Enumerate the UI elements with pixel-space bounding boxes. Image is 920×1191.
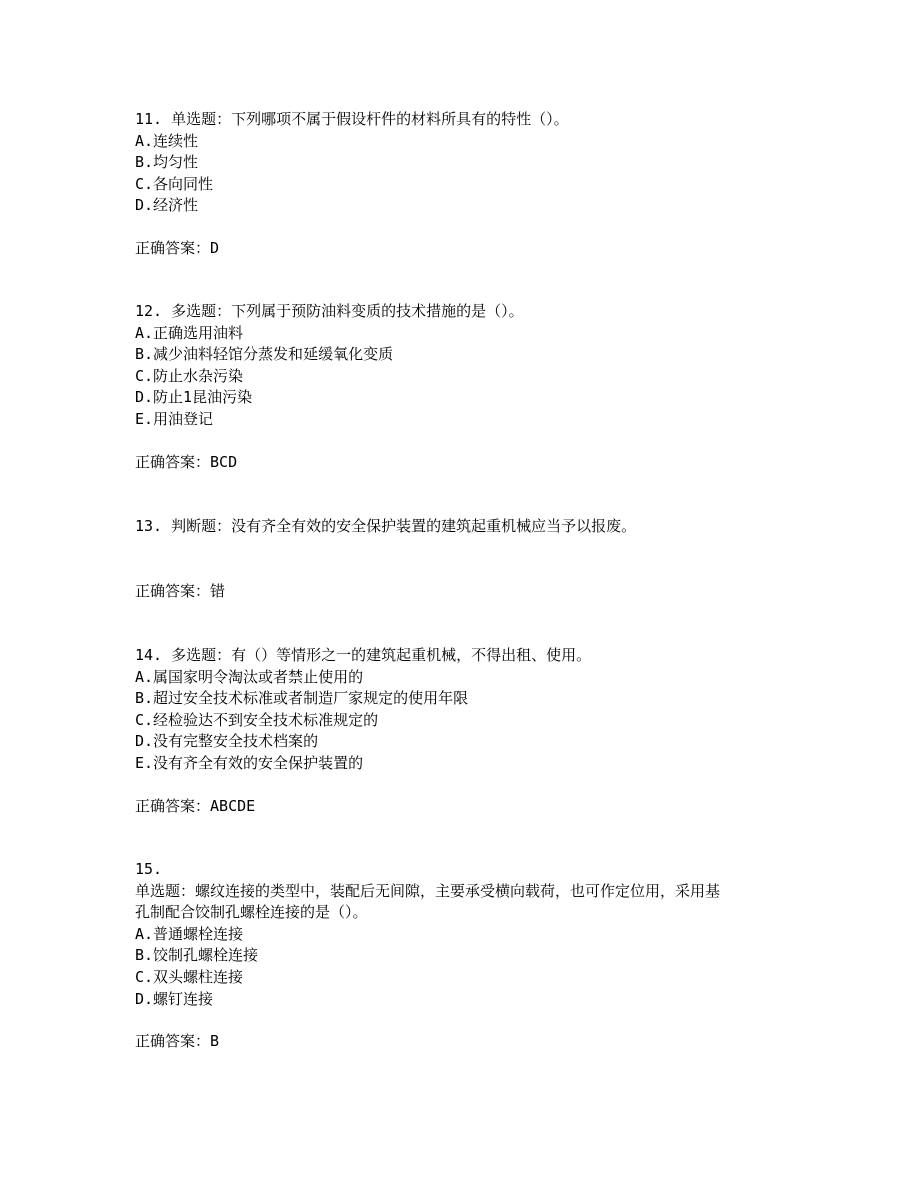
option-a: A.属国家明令淘汰或者禁止使用的 (135, 667, 364, 686)
option-a: A.连续性 (135, 131, 199, 150)
answer-label: 正确答案： (135, 238, 211, 257)
question-11 (135, 109, 569, 260)
option-e: E.没有齐全有效的安全保护装置的 (135, 753, 364, 772)
answer-value: 错 (210, 581, 226, 600)
answer-line (135, 581, 636, 603)
question-14 (135, 645, 591, 817)
answer-value: D (210, 238, 220, 257)
answer-label: 正确答案： (135, 1032, 211, 1051)
option-d: D.经济性 (135, 196, 199, 215)
answer-line (135, 796, 591, 818)
question-15 (135, 859, 720, 1053)
option-d: D.螺钉连接 (135, 989, 214, 1008)
option-b: B.均匀性 (135, 153, 199, 172)
answer-value: BCD (210, 452, 238, 471)
option-a: A.正确选用油料 (135, 323, 244, 342)
answer-line (135, 452, 524, 474)
question-stem-line-1: 单选题：螺纹连接的类型中，装配后无间隙，主要承受横向载荷，也可作定位用，采用基 (135, 881, 721, 900)
answer-value: B (210, 1032, 220, 1051)
option-d: D.没有完整安全技术档案的 (135, 732, 319, 751)
answer-label: 正确答案： (135, 452, 211, 471)
answer-value: ABCDE (210, 796, 256, 815)
question-stem: 13. 判断题：没有齐全有效的安全保护装置的建筑起重机械应当予以报废。 (135, 517, 637, 535)
question-13 (135, 516, 636, 602)
option-c: C.双头螺柱连接 (135, 967, 244, 986)
question-stem: 11. 单选题：下列哪项不属于假设杆件的材料所具有的特性（）。 (135, 110, 569, 128)
question-stem: 14. 多选题：有（）等情形之一的建筑起重机械，不得出租、使用。 (135, 646, 592, 664)
answer-label: 正确答案： (135, 796, 211, 815)
option-c: C.防止水杂污染 (135, 366, 244, 385)
question-stem-line-2: 孔制配合饺制孔螺栓连接的是（）。 (135, 903, 368, 922)
option-c: C.经检验达不到安全技术标准规定的 (135, 710, 379, 729)
option-b: B.超过安全技术标准或者制造厂家规定的使用年限 (135, 689, 469, 708)
option-d: D.防止1昆油污染 (135, 388, 253, 407)
option-b: B.饺制孔螺栓连接 (135, 946, 259, 965)
option-b: B.减少油料轻馆分蒸发和延缓氧化变质 (135, 345, 394, 364)
answer-line (135, 238, 569, 260)
question-number: 15. (135, 860, 163, 878)
question-12 (135, 301, 524, 473)
option-e: E.用油登记 (135, 409, 214, 428)
answer-label: 正确答案： (135, 581, 211, 600)
answer-line (135, 1031, 720, 1053)
option-a: A.普通螺栓连接 (135, 924, 244, 943)
option-c: C.各向同性 (135, 174, 214, 193)
question-stem: 12. 多选题：下列属于预防油料变质的技术措施的是（）。 (135, 302, 524, 320)
